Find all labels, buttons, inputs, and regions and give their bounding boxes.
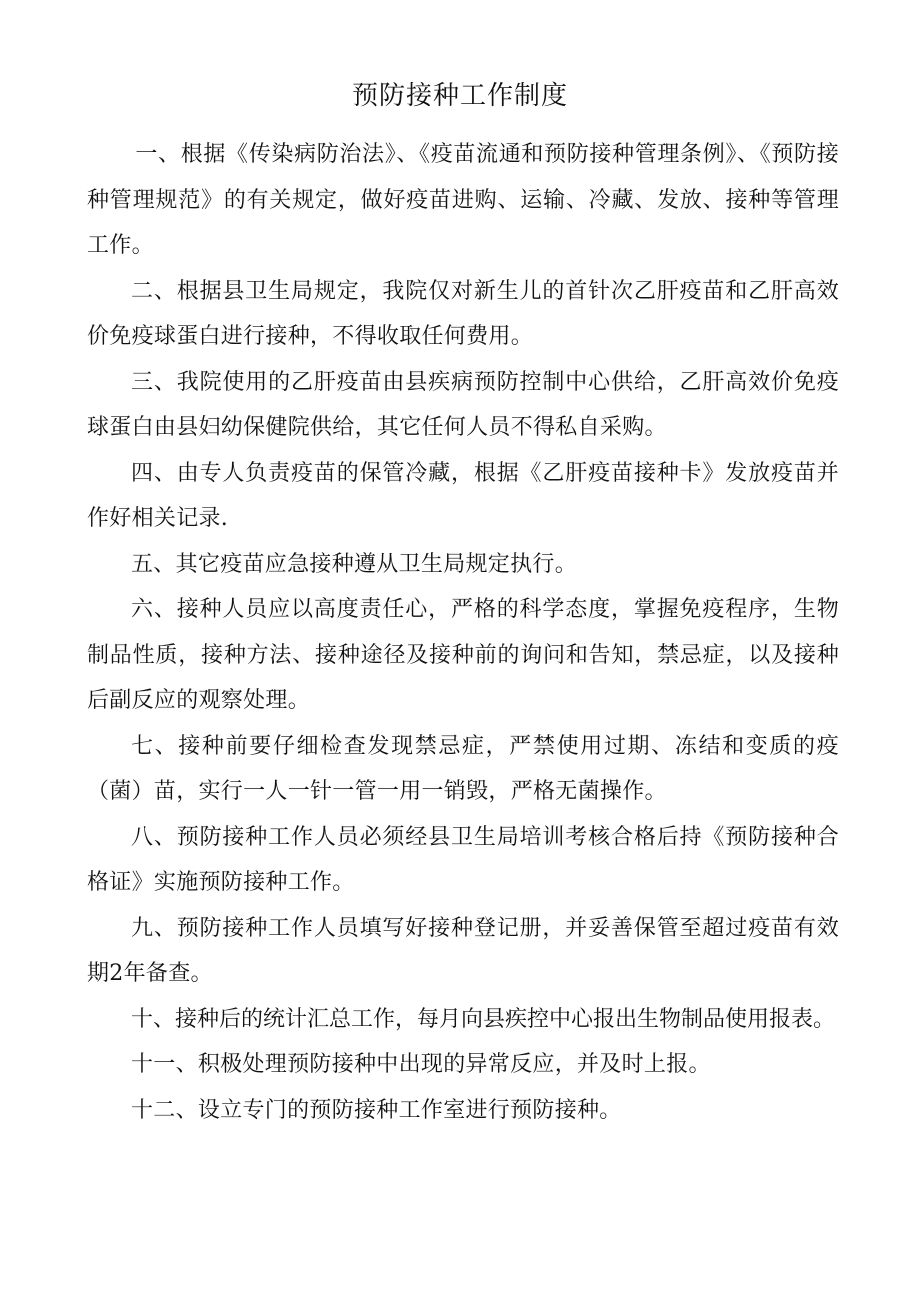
paragraph-6: 六、接种人员应以高度责任心，严格的科学态度，掌握免疫程序，生物制品性质，接种方法、接种途径及接种前的询问和告知，禁忌症，以及接种后副反应的观察处理。: [87, 597, 839, 713]
paragraph-8: 八、预防接种工作人员必须经县卫生局培训考核合格后持《预防接种合格证》实施预防接种工作。: [87, 824, 839, 895]
paragraph-1: 一、根据《传染病防治法》、《疫苗流通和预防接种管理条例》、《预防接种管理规范》的有关规定，做好疫苗进购、运输、冷藏、发放、接种等管理工作。: [87, 142, 839, 258]
document-title: 预防接种工作制度: [351, 81, 568, 111]
paragraph-11: 十一、积极处理预防接种中出现的异常反应，并及时上报。: [131, 1052, 711, 1077]
paragraph-12: 十二、设立专门的预防接种工作室进行预防接种。: [131, 1097, 622, 1123]
paragraph-7: 七、接种前要仔细检查发现禁忌症，严禁使用过期、冻结和变质的疫（菌）苗，实行一人一针一管一用一销毁，严格无菌操作。: [87, 733, 839, 804]
paragraph-9: 九、预防接种工作人员填写好接种登记册，并妥善保管至超过疫苗有效期2年备查。: [87, 915, 839, 986]
paragraph-4: 四、由专人负责疫苗的保管冷藏，根据《乙肝疫苗接种卡》发放疫苗并作好相关记录.: [87, 460, 839, 531]
paragraph-3: 三、我院使用的乙肝疫苗由县疾病预防控制中心供给，乙肝高效价免疫球蛋白由县妇幼保健院供给，其它任何人员不得私自采购。: [87, 369, 839, 440]
document-body: [87, 132, 839, 1133]
paragraph-5: 五、其它疫苗应急接种遵从卫生局规定执行。: [131, 551, 578, 577]
paragraph-10: 十、接种后的统计汇总工作，每月向县疾控中心报出生物制品使用报表。: [131, 1006, 836, 1032]
paragraph-2: 二、根据县卫生局规定，我院仅对新生儿的首针次乙肝疫苗和乙肝高效价免疫球蛋白进行接种，不得收取任何费用。: [87, 278, 839, 349]
